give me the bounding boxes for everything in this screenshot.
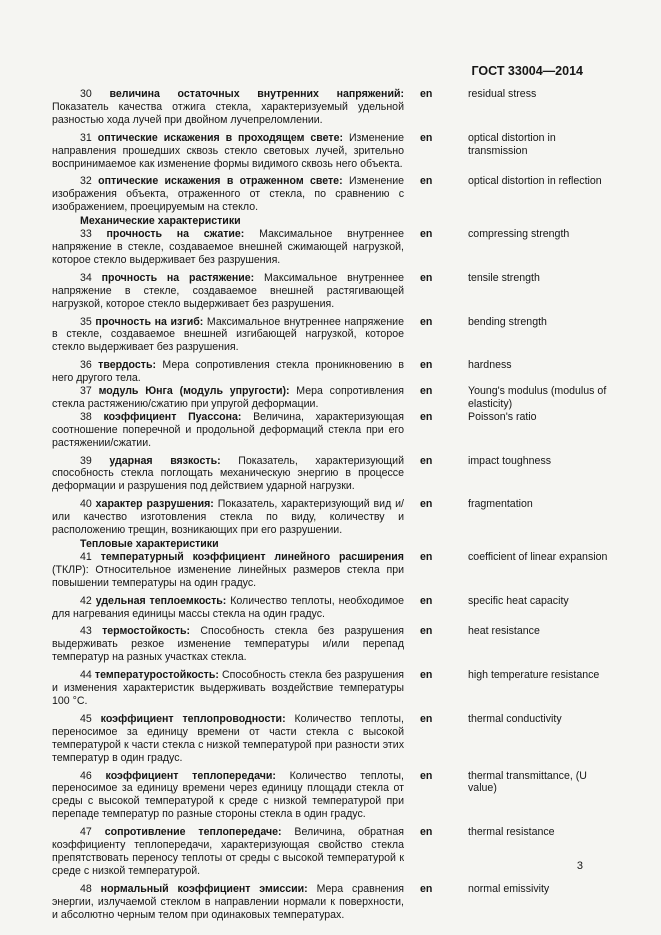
term-name: твердость:	[98, 359, 157, 372]
english-equivalent: bending strength	[468, 315, 547, 328]
definition-text: Максимальное внутреннее напряжение в стекле, создаваемое внешней сжимающей нагрузкой, которое стекло выдерживает без разрушения.	[52, 228, 404, 266]
term-definition	[52, 175, 404, 214]
term-name: модуль Юнга (модуль упругости):	[98, 385, 290, 398]
term-number: 32	[80, 175, 92, 188]
language-code: en	[420, 315, 433, 328]
term-entry	[52, 455, 608, 494]
term-number: 44	[80, 669, 92, 682]
term-entry	[52, 132, 608, 171]
term-definition	[52, 826, 404, 878]
english-equivalent: Young's modulus (modulus of elasticity)	[468, 385, 607, 410]
term-name: прочность на сжатие:	[106, 228, 245, 241]
term-definition	[52, 455, 404, 494]
english-equivalent: coefficient of linear expansion	[468, 550, 608, 563]
language-code: en	[420, 769, 433, 782]
term-entry	[52, 770, 608, 822]
definition-text: Мера сопротивления стекла проникновению в него другого тела.	[52, 359, 404, 385]
english-equivalent: specific heat capacity	[468, 594, 569, 607]
term-name: сопротивление теплопередаче:	[104, 826, 282, 839]
language-code: en	[420, 826, 433, 839]
definition-text: Изменение направления прошедших сквозь стекло световых лучей, зрительно воспринимаемое как изменение формы видимого сквозь него объекта.	[52, 131, 404, 170]
term-entry	[52, 316, 608, 355]
language-code: en	[420, 131, 433, 144]
language-code: en	[420, 594, 433, 607]
term-definition	[52, 770, 404, 822]
language-code: en	[420, 454, 433, 467]
term-name: удельная теплоемкость:	[95, 594, 227, 607]
term-number: 46	[80, 769, 92, 782]
term-entry	[52, 272, 608, 311]
section-heading-thermal: Тепловые характеристики	[80, 538, 219, 550]
definition-text: Показатель, характеризующий вид и/или качество изготовления стекла по виду, количеству и расположению трещин, возникающих при его разрушении.	[52, 498, 404, 537]
term-definition	[52, 228, 404, 267]
language-code: en	[420, 669, 433, 682]
term-entry	[52, 551, 608, 590]
term-name: температурный коэффициент линейного расширения	[100, 550, 404, 563]
english-equivalent: thermal transmittance, (U value)	[468, 769, 587, 795]
term-number: 33	[80, 228, 92, 241]
english-equivalent: thermal conductivity	[468, 712, 562, 725]
definition-text: Количество теплоты, переносимое за единицу времени от части стекла с высокой температурой к части стекла с низкой температурой при разности этих температур в один градус.	[52, 712, 404, 764]
term-name: термостойкость:	[102, 625, 191, 638]
term-name: коэффициент теплопроводности:	[100, 712, 286, 725]
language-code: en	[420, 88, 433, 100]
term-definition	[52, 359, 404, 385]
term-number: 47	[80, 826, 92, 839]
term-entry	[52, 498, 608, 537]
definition-text: Количество теплоты, необходимое для нагревания единицы массы стекла на один градус.	[52, 594, 404, 620]
page-number: 3	[576, 860, 583, 872]
term-number: 30	[80, 88, 92, 100]
term-name: величина остаточных внутренних напряжений:	[109, 88, 404, 100]
definition-text: Величина, обратная коэффициенту теплопередачи, характеризующая свойство стекла препятствовать переносу теплоты от среды с высокой температурой к среде с низкой температурой.	[52, 826, 404, 877]
term-definition	[52, 551, 404, 590]
definition-text: Изменение изображения объекта, отраженного от стекла, по сравнению с изображением, проецируемым на стекло.	[52, 175, 405, 214]
term-number: 40	[80, 498, 92, 511]
term-name: оптические искажения в отраженном свете:	[98, 175, 343, 188]
term-definition	[52, 883, 404, 922]
term-entry	[52, 385, 608, 411]
term-name: оптические искажения в проходящем свете:	[97, 131, 344, 144]
english-equivalent: heat resistance	[468, 625, 540, 638]
term-name: ударная вязкость:	[109, 454, 221, 467]
term-number: 42	[80, 594, 92, 607]
term-entry	[52, 411, 608, 450]
language-code: en	[420, 385, 433, 398]
definition-text: Показатель, характеризующий способность стекла поглощать механическую энергию в процессе деформации и разрушения под действием ударной нагрузки.	[52, 454, 404, 493]
english-equivalent: optical distortion in reflection	[468, 175, 602, 188]
term-definition	[52, 385, 404, 411]
term-number: 36	[80, 359, 92, 372]
term-entry	[52, 88, 608, 127]
term-entry	[52, 175, 608, 214]
term-name: прочность на растяжение:	[101, 271, 255, 284]
language-code: en	[420, 882, 433, 895]
term-definition	[52, 625, 404, 664]
language-code: en	[420, 359, 433, 372]
section-heading-mechanical: Механические характеристики	[80, 215, 241, 228]
term-number: 45	[80, 712, 92, 725]
language-code: en	[420, 410, 433, 423]
english-equivalent: impact toughness	[468, 454, 552, 467]
definition-text: Мера сравнения энергии, излучаемой стеклом в направлении нормали к поверхности, и абсолютно черным телом при одинаковых температурах.	[52, 882, 404, 921]
definition-text: Мера сопротивления стекла растяжению/сжатию при упругой деформации.	[52, 385, 404, 410]
english-equivalent: fragmentation	[468, 498, 533, 511]
term-number: 48	[80, 882, 92, 895]
term-entry	[52, 826, 608, 878]
terms-list	[52, 88, 608, 921]
term-entry	[52, 713, 608, 765]
term-definition	[52, 498, 404, 537]
term-entry	[52, 595, 608, 621]
definition-text: (ТКЛР): Относительное изменение линейных размеров стекла при повышении температуры на один градус.	[52, 563, 404, 589]
language-code: en	[420, 271, 433, 284]
english-equivalent: Poisson's ratio	[468, 410, 537, 423]
term-number: 39	[80, 454, 92, 467]
term-definition	[52, 669, 404, 708]
term-definition	[52, 411, 404, 450]
term-number: 37	[80, 385, 92, 398]
english-equivalent: high temperature resistance	[468, 669, 600, 682]
definition-text: Способность стекла без разрушения выдерживать резкое изменение температуры и/или перепад температур на разных участках стекла.	[52, 625, 404, 664]
english-equivalent: tensile strength	[468, 271, 540, 284]
term-entry	[52, 625, 608, 664]
term-number: 41	[80, 550, 92, 563]
term-entry	[52, 359, 608, 385]
english-equivalent: residual stress	[468, 88, 537, 100]
term-number: 34	[80, 271, 92, 284]
definition-text: Максимальное внутреннее напряжение в стекле, создаваемое внешней изгибающей нагрузкой, которое стекло выдерживает без разрушения.	[52, 315, 404, 354]
term-definition	[52, 132, 404, 171]
definition-text: Показатель качества отжига стекла, характеризуемый удельной разностью хода лучей при двойном лучепреломлении.	[52, 100, 404, 126]
term-name: температуростойкость:	[94, 669, 219, 682]
term-definition	[52, 272, 404, 311]
language-code: en	[420, 498, 433, 511]
standard-number: ГОСТ 33004—2014	[471, 64, 583, 78]
term-name: коэффициент Пуассона:	[103, 410, 242, 423]
definition-text: Максимальное внутреннее напряжение в стекле, создаваемое внешней растягивающей нагрузкой, которое стекло выдерживает без разрушения.	[52, 271, 404, 310]
term-name: коэффициент теплопередачи:	[105, 769, 276, 782]
language-code: en	[420, 550, 433, 563]
language-code: en	[420, 228, 433, 241]
term-entry	[52, 228, 608, 267]
english-equivalent: optical distortion in transmission	[468, 131, 556, 157]
language-code: en	[420, 712, 433, 725]
term-definition	[52, 316, 404, 355]
term-number: 35	[80, 315, 92, 328]
term-name: нормальный коэффициент эмиссии:	[100, 882, 308, 895]
term-number: 43	[80, 625, 92, 638]
english-equivalent: compressing strength	[468, 228, 570, 241]
term-name: прочность на изгиб:	[95, 315, 204, 328]
term-number: 31	[80, 131, 92, 144]
english-equivalent: normal emissivity	[468, 882, 550, 895]
term-number: 38	[80, 410, 92, 423]
term-entry	[52, 669, 608, 708]
term-definition	[52, 595, 404, 621]
term-name: характер разрушения:	[95, 498, 214, 511]
definition-text: Количество теплоты, переносимое за единицу времени через единицу площади стекла от среды с высокой температурой к среде с низкой температурой при перепаде температур по разные стороны стекла в один градус.	[52, 769, 404, 821]
language-code: en	[420, 625, 433, 638]
term-definition	[52, 713, 404, 765]
term-entry	[52, 883, 608, 922]
english-equivalent: thermal resistance	[468, 826, 555, 839]
definition-text: Способность стекла без разрушения и изменения характеристик выдерживать воздействие температуры 100 °С.	[52, 669, 404, 707]
definition-text: Величина, характеризующая соотношение поперечной и продольной деформаций стекла при его растяжении/сжатии.	[52, 410, 404, 449]
language-code: en	[420, 175, 433, 188]
term-definition	[52, 88, 404, 127]
english-equivalent: hardness	[468, 359, 512, 372]
